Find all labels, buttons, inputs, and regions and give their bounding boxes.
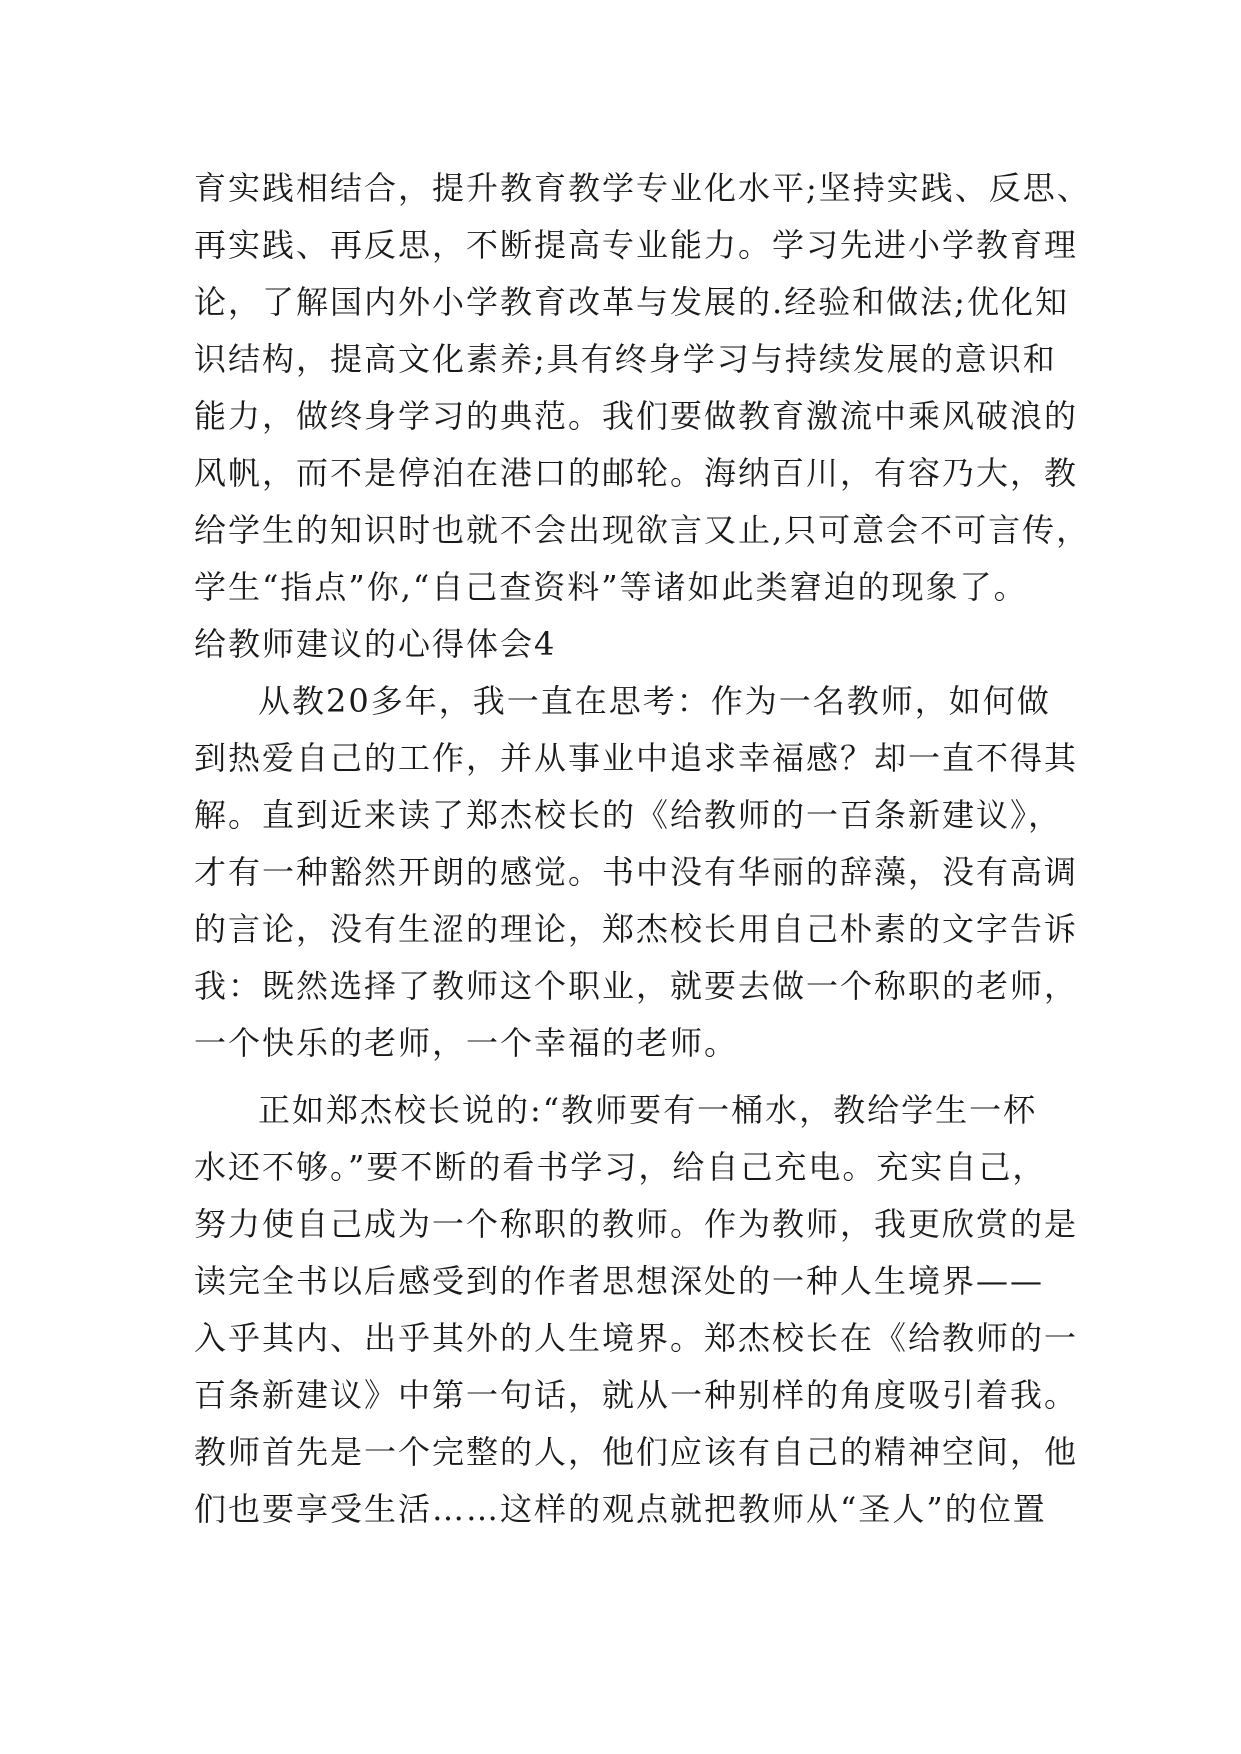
paragraph-line: 从教20多年，我一直在思考：作为一名教师，如何做: [258, 682, 1051, 720]
text-line: 育实践相结合，提升教育教学专业化水平;坚持实践、反思、: [194, 169, 1091, 207]
paragraph-line: 正如郑杰校长说的:“教师要有一桶水，教给学生一杯: [258, 1091, 1038, 1129]
paragraph-line: 的言论，没有生涩的理论，郑杰校长用自己朴素的文字告诉: [194, 910, 1079, 948]
paragraph-line: 百条新建议》中第一句话，就从一种别样的角度吸引着我。: [194, 1376, 1079, 1414]
document-body: [194, 160, 1091, 1538]
paragraph-line: 教师首先是一个完整的人，他们应该有自己的精神空间，他: [194, 1433, 1079, 1471]
paragraph-line: 读完全书以后感受到的作者思想深处的一种人生境界——: [194, 1262, 1045, 1300]
text-line: 风帆，而不是停泊在港口的邮轮。海纳百川，有容乃大，教: [194, 454, 1079, 492]
paragraph-line: 入乎其内、出乎其外的人生境界。郑杰校长在《给教师的一: [194, 1319, 1079, 1357]
paragraph-line: 才有一种豁然开朗的感觉。书中没有华丽的辞藻，没有高调: [194, 853, 1079, 891]
text-line: 能力，做终身学习的典范。我们要做教育激流中乘风破浪的: [194, 397, 1079, 435]
text-line: 再实践、再反思，不断提高专业能力。学习先进小学教育理: [194, 226, 1079, 264]
paragraph-line: 解。直到近来读了郑杰校长的《给教师的一百条新建议》，: [194, 796, 1063, 834]
paragraph-line: 们也要享受生活……这样的观点就把教师从“圣人”的位置: [194, 1490, 1047, 1528]
text-line: 识结构，提高文化素养;具有终身学习与持续发展的意识和: [194, 340, 1057, 378]
paragraph-line: 一个快乐的老师，一个幸福的老师。: [194, 1024, 739, 1062]
paragraph-line: 到热爱自己的工作，并从事业中追求幸福感？却一直不得其: [194, 739, 1079, 777]
section-heading: 给教师建议的心得体会4: [194, 625, 557, 663]
paragraph-line: 我：既然选择了教师这个职业，就要去做一个称职的老师，: [194, 967, 1079, 1005]
text-line: 给学生的知识时也就不会出现欲言又止,只可意会不可言传，: [194, 511, 1091, 549]
paragraph-line: 努力使自己成为一个称职的教师。作为教师，我更欣赏的是: [194, 1205, 1079, 1243]
text-line: 论，了解国内外小学教育改革与发展的.经验和做法;优化知: [194, 283, 1069, 321]
paragraph-line: 水还不够。”要不断的看书学习，给自己充电。充实自己，: [194, 1148, 1047, 1186]
text-line: 学生“指点”你,“自己查资料”等诸如此类窘迫的现象了。: [194, 568, 1028, 606]
